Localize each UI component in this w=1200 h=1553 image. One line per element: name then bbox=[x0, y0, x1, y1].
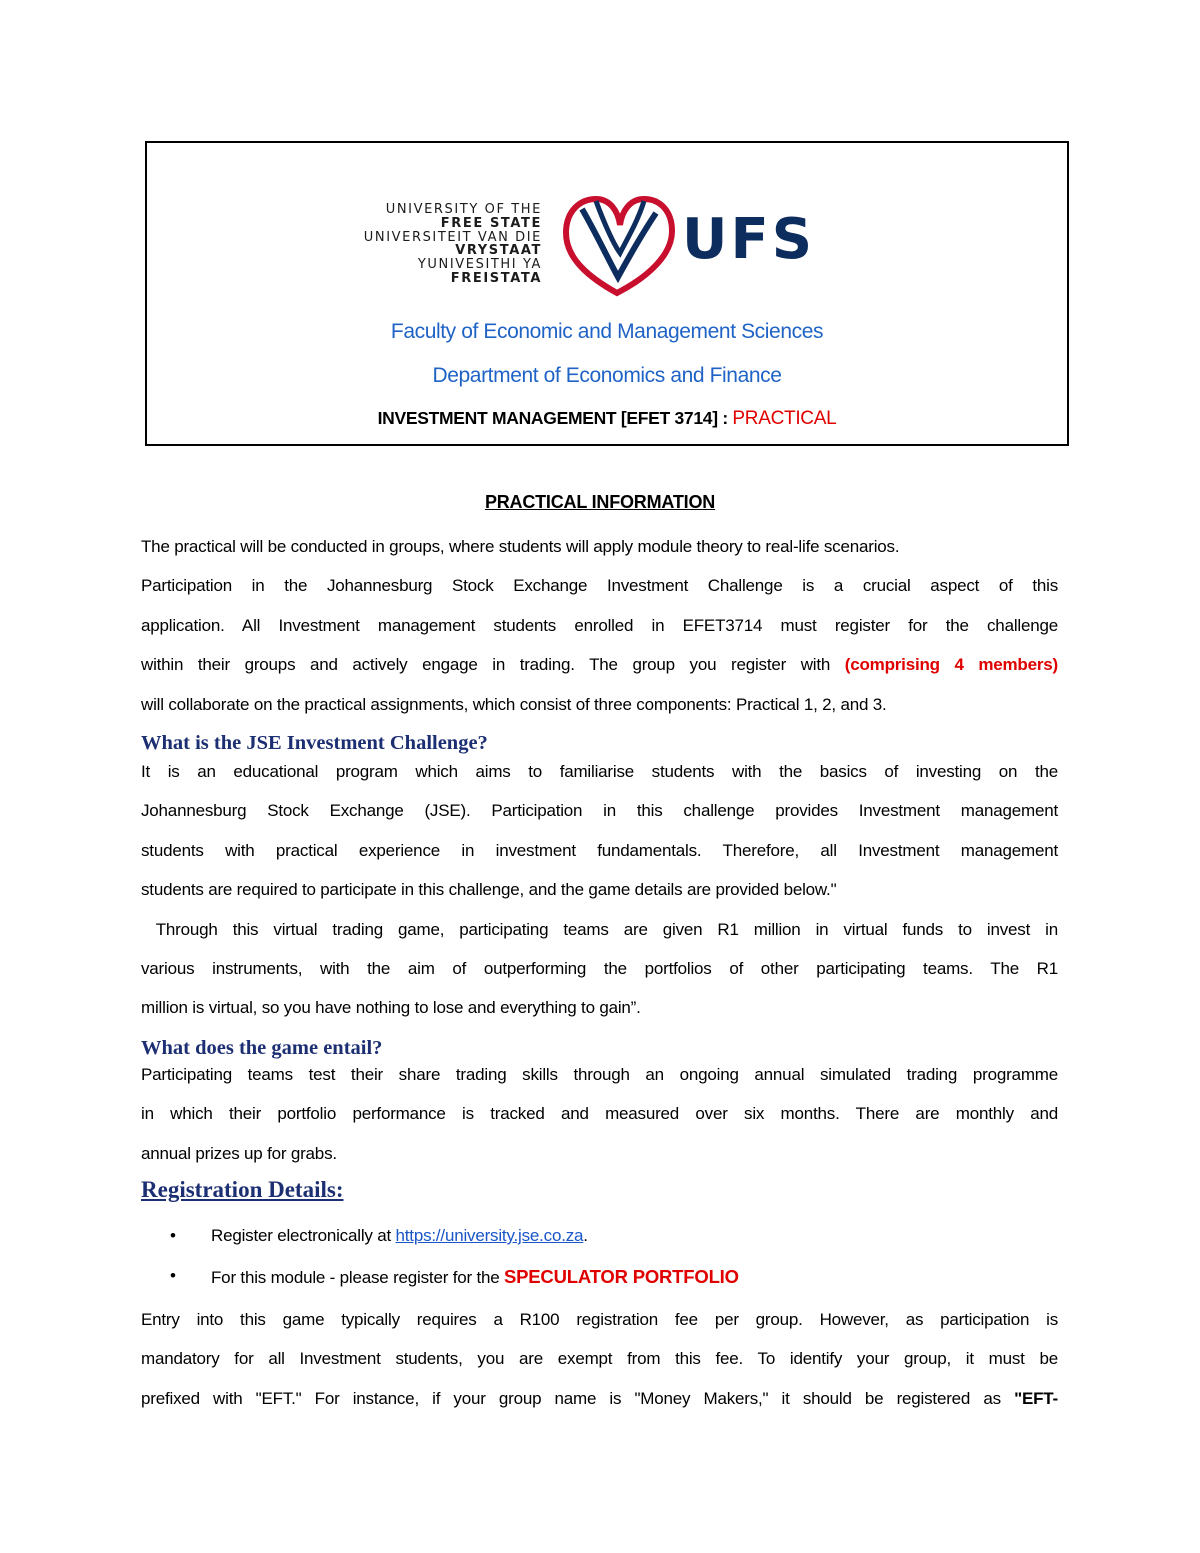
logo-text bbox=[352, 203, 542, 286]
text-line: Through this virtual trading game, participating teams are given R1 million in virtual funds to invest in bbox=[141, 919, 1058, 939]
logo-line: UNIVERSITY OF THE bbox=[385, 202, 542, 217]
registration-paragraph bbox=[141, 1300, 1058, 1418]
intro-paragraph bbox=[141, 527, 1058, 724]
text-line: mandatory for all Investment students, you are exempt from this fee. To identify your group, it must be bbox=[141, 1349, 1058, 1369]
ufs-wordmark: UFS bbox=[682, 207, 816, 272]
bullet-icon: • bbox=[170, 1266, 176, 1285]
text-line: annual prizes up for grabs. bbox=[141, 1143, 337, 1163]
logo-line: FREISTATA bbox=[450, 270, 542, 286]
course-code: INVESTMENT MANAGEMENT [EFET 3714] : bbox=[377, 408, 733, 428]
text-line bbox=[141, 1379, 1058, 1418]
logo-line: FREE STATE bbox=[440, 215, 542, 231]
text-run-bold: "EFT- bbox=[1014, 1388, 1058, 1408]
jse-paragraph bbox=[141, 752, 1058, 1028]
text-line: It is an educational program which aims to familiarise students with the basics of investing on the bbox=[141, 762, 1058, 781]
text-line bbox=[141, 645, 1058, 684]
text-line: will collaborate on the practical assignments, which consist of three components: Practical 1, 2, and 3. bbox=[141, 694, 887, 714]
text-line: Participating teams test their share trading skills through an ongoing annual simulated trading programme bbox=[141, 1065, 1058, 1084]
course-title bbox=[147, 408, 1067, 430]
jse-heading: What is the JSE Investment Challenge? bbox=[141, 732, 488, 754]
text-line: The practical will be conducted in groups, where students will apply module theory to real-life scenarios. bbox=[141, 537, 900, 556]
text-run: prefixed with "EFT." For instance, if your group name is "Money Makers," it should be registered as bbox=[141, 1388, 1015, 1408]
game-heading: What does the game entail? bbox=[141, 1037, 383, 1059]
text-run: within their groups and actively engage in trading. The group you register with bbox=[141, 655, 845, 675]
jse-registration-link[interactable]: https://university.jse.co.za bbox=[395, 1226, 584, 1245]
logo-line: UNIVERSITEIT VAN DIE bbox=[363, 229, 542, 245]
text-line: application. All Investment management students enrolled in EFET3714 must register for the challenge bbox=[141, 615, 1058, 635]
text-line: students are required to participate in this challenge, and the game details are provided below." bbox=[141, 880, 837, 900]
registration-heading: Registration Details: bbox=[141, 1177, 344, 1202]
department-name: Department of Economics and Finance bbox=[432, 364, 782, 387]
text-run: . bbox=[583, 1226, 588, 1245]
text-line: million is virtual, so you have nothing to lose and everything to gain”. bbox=[141, 998, 641, 1018]
ufs-logo bbox=[352, 193, 862, 303]
text-run: For this module - please register for the bbox=[211, 1268, 505, 1287]
faculty-name: Faculty of Economic and Management Sciences bbox=[390, 320, 824, 343]
course-practical-label: PRACTICAL bbox=[732, 408, 837, 429]
text-line: Participation in the Johannesburg Stock Exchange Investment Challenge is a crucial aspect of this bbox=[141, 576, 1058, 596]
text-line: Entry into this game typically requires a R100 registration fee per group. However, as participation is bbox=[141, 1310, 1058, 1329]
logo-line: VRYSTAAT bbox=[455, 243, 542, 259]
section-title: PRACTICAL INFORMATION bbox=[484, 492, 716, 512]
ufs-heart-emblem-icon bbox=[560, 193, 675, 303]
text-line: in which their portfolio performance is tracked and measured over six months. There are monthly and bbox=[141, 1104, 1058, 1124]
text-line: students with practical experience in investment fundamentals. Therefore, all Investment management bbox=[141, 840, 1058, 860]
speculator-portfolio-highlight: SPECULATOR PORTFOLIO bbox=[504, 1266, 739, 1287]
text-line: Johannesburg Stock Exchange (JSE). Participation in this challenge provides Investment management bbox=[141, 801, 1058, 821]
text-run: Register electronically at bbox=[211, 1226, 396, 1245]
group-size-highlight: (comprising 4 members) bbox=[844, 655, 1058, 675]
logo-line: YUNIVESITHI YA bbox=[417, 257, 542, 273]
header-box bbox=[145, 141, 1069, 446]
game-paragraph bbox=[141, 1055, 1058, 1173]
bullet-icon: • bbox=[170, 1226, 176, 1245]
text-line: various instruments, with the aim of outperforming the portfolios of other participating teams. The R1 bbox=[141, 959, 1058, 979]
